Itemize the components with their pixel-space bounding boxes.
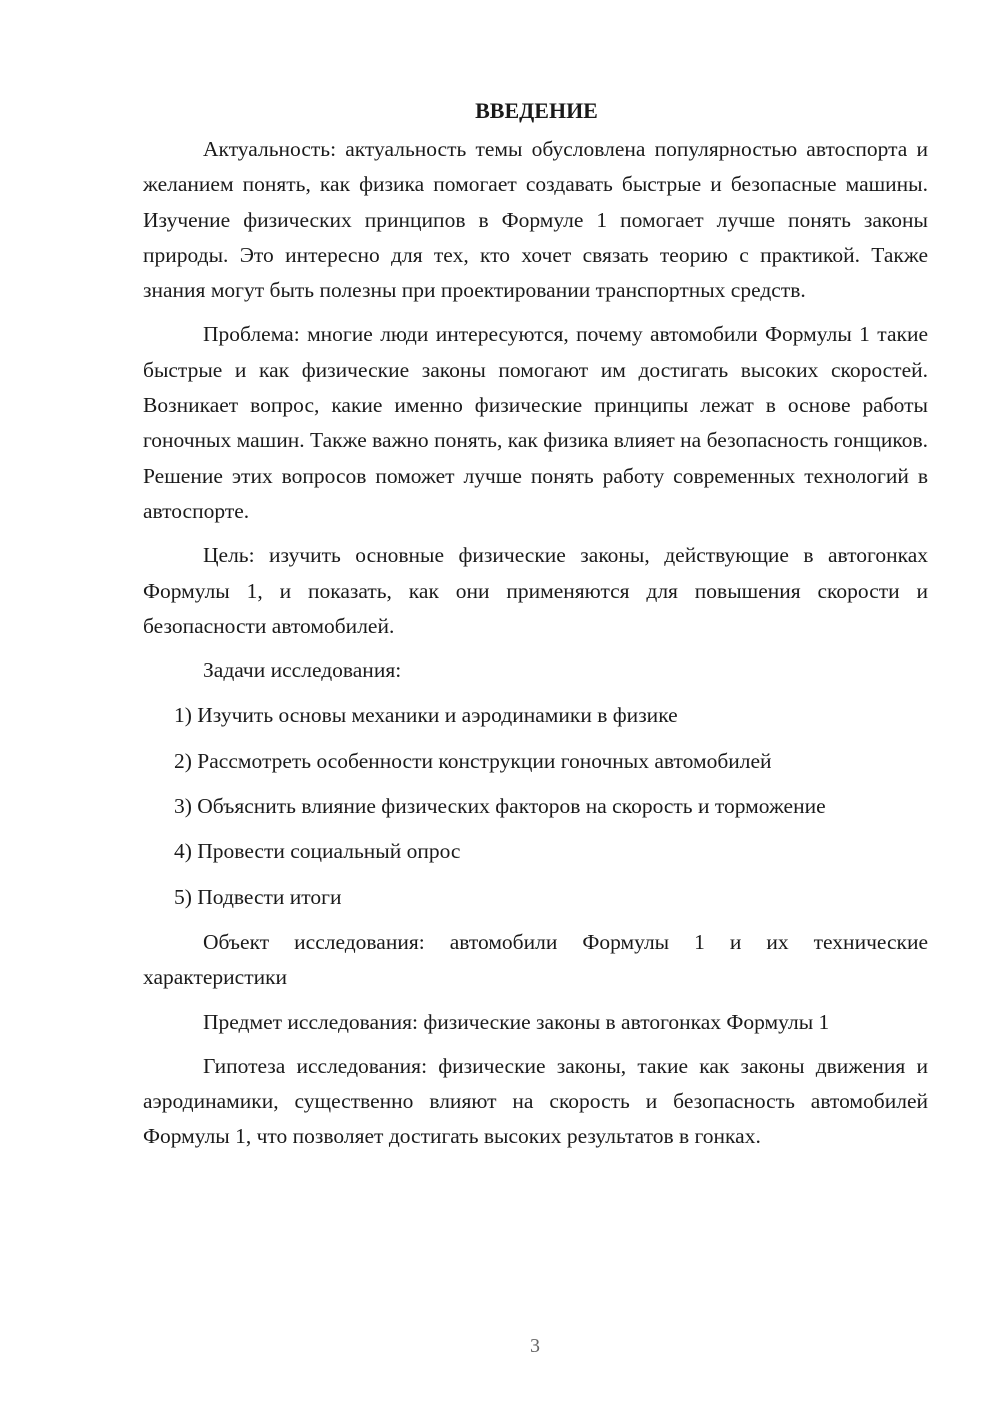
subject-paragraph: Предмет исследования: физические законы в автогонках Формулы 1 (203, 1009, 830, 1034)
relevance-paragraph: Актуальность: актуальность темы обусловлена популярностью автоспорта и желанием понять, как физика помогает создавать быстрые и безопасные машины. Изучение физических принципов в Формуле 1 помогает лучше понять законы природы. Это интересно для тех, кто хочет связать теорию с практикой. Также знания могут быть полезны при проектировании транспортных средств. (143, 137, 928, 303)
tasks-title: Задачи исследования: (203, 658, 402, 683)
list-item: 2) Рассмотреть особенности конструкции гоночных автомобилей (174, 748, 772, 773)
hypothesis-paragraph: Гипотеза исследования: физические законы, такие как законы движения и аэродинамики, существенно влияют на скорость и безопасность автомобилей Формулы 1, что позволяет достигать высоких результатов в гонках. (143, 1053, 928, 1149)
goal-paragraph: Цель: изучить основные физические законы, действующие в автогонках Формулы 1, и показать, как они применяются для повышения скорости и безопасности автомобилей. (143, 543, 928, 638)
problem-paragraph: Проблема: многие люди интересуются, почему автомобили Формулы 1 такие быстрые и как физические законы помогают им достигать высоких скоростей. Возникает вопрос, какие именно физические принципы лежат в основе работы гоночных машин. Также важно понять, как физика влияет на безопасность гонщиков. Решение этих вопросов поможет лучше понять работу современных технологий в автоспорте. (143, 322, 928, 523)
list-item: 3) Объяснить влияние физических факторов на скорость и торможение (174, 794, 826, 819)
page-number: 3 (530, 1335, 540, 1357)
section-heading: ВВЕДЕНИЕ (475, 98, 598, 123)
list-item: 4) Провести социальный опрос (174, 839, 461, 864)
list-item: 1) Изучить основы механики и аэродинамики в физике (174, 703, 678, 728)
document-page (143, 96, 928, 1164)
tasks-list (143, 698, 928, 914)
list-item: 5) Подвести итоги (174, 884, 342, 909)
object-paragraph: Объект исследования: автомобили Формулы 1 и их технические характеристики (143, 929, 928, 990)
